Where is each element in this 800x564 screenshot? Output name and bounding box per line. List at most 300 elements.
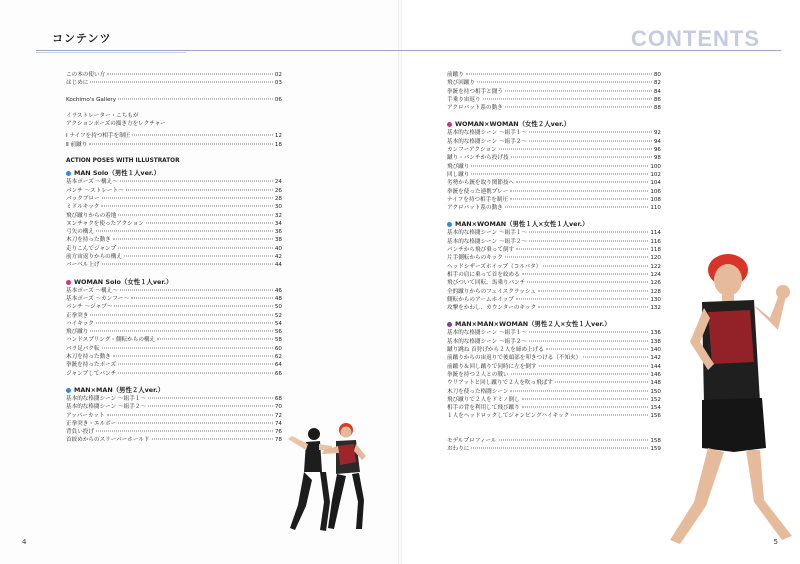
toc-leader-dots xyxy=(118,372,273,373)
toc-leader-dots xyxy=(516,249,648,250)
toc-entry-page: 64 xyxy=(274,362,282,369)
toc-entry xyxy=(447,279,661,287)
toc-entry xyxy=(447,271,661,279)
toc-entry-title: 基本的な格闘シーン ～組手１～ xyxy=(66,395,146,402)
toc-entry-title: 飛び蹴り xyxy=(447,163,470,170)
contents-title-en: CONTENTS xyxy=(631,26,760,51)
toc-leader-dots xyxy=(516,182,648,183)
toc-entry-page: 106 xyxy=(650,188,661,195)
toc-entry xyxy=(447,163,661,171)
toc-entry xyxy=(66,303,282,311)
toc-entry xyxy=(66,395,282,403)
toc-entry-title: 木刀を持った動き xyxy=(66,354,111,361)
toc-entry-page: 06 xyxy=(274,96,282,103)
toc-entry xyxy=(447,263,661,271)
toc-entry xyxy=(66,420,282,428)
toc-entry xyxy=(66,361,282,369)
toc-entry-title: １人をヘッドロックしてジャンピングハイキック xyxy=(447,413,570,420)
toc-entry-page: 158 xyxy=(650,437,661,444)
toc-leader-dots xyxy=(505,90,652,91)
lecture-intro-line-1: イラストレーター・こちもが xyxy=(66,112,139,119)
toc-entry xyxy=(66,412,282,420)
toc-entry-page: 126 xyxy=(650,280,661,287)
toc-entry-title: 蹴り跳ね 首狩げから２人を締め上げる xyxy=(447,347,544,354)
toc-entry-page: 132 xyxy=(650,305,661,312)
toc-entry-title: アクロバット系の動き xyxy=(447,105,503,112)
toc-entry xyxy=(66,345,282,353)
toc-entry-page: 120 xyxy=(650,255,661,262)
toc-entry-page: 18 xyxy=(274,141,282,148)
toc-leader-dots xyxy=(511,157,652,158)
toc-entry-page: 48 xyxy=(274,295,282,302)
toc-entry-page: 82 xyxy=(653,80,661,87)
toc-leader-dots xyxy=(499,149,652,150)
toc-entry-title: 回し蹴り xyxy=(447,171,470,178)
toc-leader-dots xyxy=(118,214,273,215)
toc-leader-dots xyxy=(90,314,272,315)
toc-entry xyxy=(66,253,282,261)
toc-entry xyxy=(447,79,661,87)
toc-entry-title: ヘッドシザーズホイップ（コルバタ） xyxy=(447,263,542,270)
toc-entry-page: 98 xyxy=(653,155,661,162)
toc-entry xyxy=(66,328,282,336)
toc-entry-page: 42 xyxy=(274,254,282,261)
toc-entry-page: 86 xyxy=(653,96,661,103)
toc-leader-dots xyxy=(477,82,652,83)
toc-leader-dots xyxy=(529,232,648,233)
toc-entry xyxy=(447,404,661,412)
toc-entry xyxy=(447,379,661,387)
toc-entry-title: 飛び蹴りで２人をドミノ倒し xyxy=(447,396,520,403)
toc-leader-dots xyxy=(120,181,273,182)
toc-entry-title: ミドルキック xyxy=(66,204,100,211)
toc-leader-dots xyxy=(510,198,648,199)
toc-entry-title: ウリアットと回し蹴りで２人を吹っ飛ばす xyxy=(447,380,553,387)
toc-entry-page: 128 xyxy=(650,288,661,295)
toc-entry-page: 138 xyxy=(650,338,661,345)
toc-entry-title: 基本的な格闘シーン ～組手２～ xyxy=(447,338,527,345)
toc-entry-page: 80 xyxy=(653,72,661,78)
toc-entry xyxy=(447,188,661,196)
toc-leader-dots xyxy=(529,332,648,333)
toc-leader-dots xyxy=(505,107,652,108)
toc-leader-dots xyxy=(543,265,648,266)
toc-entry xyxy=(66,245,282,253)
section-bullet-icon xyxy=(66,280,71,285)
toc-leader-dots xyxy=(466,74,652,75)
toc-intro-list xyxy=(66,71,282,88)
toc-entry-page: 108 xyxy=(650,196,661,203)
toc-entry xyxy=(66,96,282,104)
toc-entry-page: 152 xyxy=(650,396,661,403)
toc-entry-title: カンフーアクション xyxy=(447,147,497,154)
section-bullet-icon xyxy=(66,171,71,176)
toc-entry xyxy=(66,320,282,328)
toc-entry-title: 基本的な格闘シーン ～組手１～ xyxy=(447,330,527,337)
toc-entry-title: ジャンプしてパンチ xyxy=(66,370,117,377)
toc-entry-page: 52 xyxy=(274,312,282,319)
toc-entry-title: ナイフを持つ相手を制圧 xyxy=(447,196,508,203)
toc-leader-dots xyxy=(113,239,273,240)
toc-entry-title: 拳銃を持つ２人との戦い xyxy=(447,371,509,378)
toc-leader-dots xyxy=(483,98,652,99)
toc-leader-dots xyxy=(529,340,648,341)
toc-leader-dots xyxy=(120,289,273,290)
toc-entry-page: 58 xyxy=(274,337,282,344)
section-heading-text: MAN×MAN（男性２人ver.） xyxy=(74,385,165,394)
lecture-intro-line-2: アクションポーズの描き方をレクチャー xyxy=(66,121,166,128)
toc-entry xyxy=(66,203,282,211)
toc-entry-title: 基本ポーズ ～構え～ xyxy=(66,179,118,186)
toc-entry-page: 03 xyxy=(274,80,282,87)
section-heading-text: MAN Solo（男性１人ver.） xyxy=(74,169,160,178)
toc-entry-title: ハイキック xyxy=(66,320,94,327)
toc-leader-dots xyxy=(499,439,649,440)
toc-entry-title: 木刀を持った動き xyxy=(66,237,111,244)
toc-entry-title: Kochimo's Gallery xyxy=(66,96,117,103)
toc-entry xyxy=(66,178,282,186)
toc-gallery-entry xyxy=(66,96,282,104)
toc-leader-dots xyxy=(148,406,273,407)
toc-entry xyxy=(66,370,282,378)
toc-entry xyxy=(66,79,282,87)
toc-leader-dots xyxy=(90,82,272,83)
toc-entry xyxy=(447,138,661,146)
toc-entry-page: 118 xyxy=(650,247,661,254)
toc-leader-dots xyxy=(510,190,648,191)
toc-entry-page: 136 xyxy=(650,330,661,337)
toc-entry-page: 34 xyxy=(274,220,282,227)
section-heading-text: MAN×MAN×WOMAN（男性２人×女性１人ver.） xyxy=(455,320,611,329)
toc-entry-page: 92 xyxy=(653,130,661,137)
toc-leader-dots xyxy=(131,297,273,298)
toc-entry-page: 102 xyxy=(650,171,661,178)
toc-entry-title: 劣勢から銃を取り関節技へ xyxy=(447,180,515,187)
toc-entry-page: 26 xyxy=(274,187,282,194)
toc-entry xyxy=(447,238,661,246)
toc-entry-page: 12 xyxy=(274,133,282,140)
toc-entry xyxy=(447,229,661,237)
toc-entry-page: 28 xyxy=(274,195,282,202)
toc-entry xyxy=(66,220,282,228)
toc-entry-title: 基本ポーズ ～カンフー～ xyxy=(66,295,129,302)
toc-entry-title: 飛びついて回転、馬乗りパンチ xyxy=(447,280,526,287)
toc-leader-dots xyxy=(89,143,273,144)
toc-leader-dots xyxy=(522,273,649,274)
toc-leader-dots xyxy=(96,231,273,232)
toc-entry-page: 154 xyxy=(650,405,661,412)
toc-entry xyxy=(447,96,661,104)
toc-leader-dots xyxy=(571,415,648,416)
toc-entry-title: 攻撃をかわし、カウンターのキック xyxy=(447,305,537,312)
toc-entry-title: 走りこんでジャンプ xyxy=(66,245,117,252)
toc-entry xyxy=(66,195,282,203)
section-bullet-icon xyxy=(447,322,452,327)
toc-section-heading xyxy=(66,169,282,178)
toc-leader-dots xyxy=(146,222,273,223)
toc-leader-dots xyxy=(114,306,272,307)
toc-entry-title: 全的蹴りからのフェイスクラッシュ xyxy=(447,288,536,295)
toc-leader-dots xyxy=(471,447,648,448)
toc-leader-dots xyxy=(529,240,648,241)
section-bullet-icon xyxy=(447,122,452,127)
toc-right-sections xyxy=(447,112,661,420)
toc-entry xyxy=(447,254,661,262)
toc-entry-title: Ⅰ ナイフを持つ相手を制圧 xyxy=(66,133,131,140)
toc-entry xyxy=(447,104,661,112)
toc-leader-dots xyxy=(471,173,648,174)
toc-leader-dots xyxy=(157,339,273,340)
toc-leader-dots xyxy=(516,298,648,299)
toc-entry xyxy=(447,204,661,212)
toc-leader-dots xyxy=(538,290,648,291)
toc-entry xyxy=(66,228,282,236)
toc-entry-title: バックブロー xyxy=(66,195,100,202)
toc-entry-title: 背負い投げ xyxy=(66,429,94,436)
toc-entry-page: 130 xyxy=(650,296,661,303)
toc-entry xyxy=(447,304,661,312)
toc-entry-page: 02 xyxy=(274,72,282,78)
toc-entry-title: 基本的な格闘シーン ～組手１～ xyxy=(447,130,527,137)
toc-entry xyxy=(66,287,282,295)
toc-entry-page: 36 xyxy=(274,229,282,236)
contents-title-jp: コンテンツ xyxy=(52,32,112,45)
toc-entry xyxy=(66,187,282,195)
toc-entry-title: 飛び蹴りからの着地 xyxy=(66,212,117,219)
toc-entry-title: アッパーカット xyxy=(66,412,105,419)
toc-entry-title: はじめに xyxy=(66,80,89,87)
toc-entry-title: 拳銃を使った連携プレー xyxy=(447,188,509,195)
toc-entry-title: 前蹴り xyxy=(447,72,464,78)
toc-entry-title: おわりに xyxy=(447,445,470,452)
toc-entry-title: パンチ ～ストレート～ xyxy=(66,187,124,194)
toc-entry-page: 156 xyxy=(650,413,661,420)
toc-entry-title: 飛び回蹴り xyxy=(447,80,475,87)
toc-entry-title: 相手の肩に乗って首を絞める xyxy=(447,271,520,278)
toc-leader-dots xyxy=(101,206,272,207)
toc-entry xyxy=(447,329,661,337)
toc-entry-page: 24 xyxy=(274,179,282,186)
page-number-left: 4 xyxy=(22,538,27,546)
toc-entry-page: 144 xyxy=(650,363,661,370)
toc-entry xyxy=(66,141,282,149)
toc-entry-title: 正拳突き・エルボー xyxy=(66,420,117,427)
toc-leader-dots xyxy=(90,331,272,332)
toc-leader-dots xyxy=(118,364,273,365)
toc-entry-page: 116 xyxy=(650,238,661,245)
toc-entry-title: ヌンチャクを使ったアクション xyxy=(66,220,144,227)
toc-entry-page: 62 xyxy=(274,354,282,361)
toc-leader-dots xyxy=(102,197,273,198)
toc-entry xyxy=(447,354,661,362)
toc-leader-dots xyxy=(102,347,273,348)
toc-entry-title: パンチから飛び乗って倒す xyxy=(447,247,515,254)
page-number-right: 5 xyxy=(773,538,778,546)
toc-leader-dots xyxy=(124,256,273,257)
toc-entry-title: アクロバット系の動き xyxy=(447,205,503,212)
toc-entry-page: 56 xyxy=(274,329,282,336)
toc-entry xyxy=(447,246,661,254)
toc-entry-title: Ⅱ 前蹴り xyxy=(66,141,88,148)
toc-section-heading xyxy=(447,320,661,329)
toc-entry-page: 50 xyxy=(274,304,282,311)
toc-entry-page: 66 xyxy=(274,370,282,377)
toc-entry xyxy=(66,236,282,244)
toc-left-column xyxy=(66,71,282,445)
toc-leader-dots xyxy=(118,422,273,423)
toc-entry-page: 70 xyxy=(274,404,282,411)
toc-entry xyxy=(447,437,661,445)
page-gutter xyxy=(398,0,402,564)
toc-entry xyxy=(447,346,661,354)
toc-leader-dots xyxy=(118,98,273,99)
toc-entry xyxy=(66,436,282,444)
toc-entry xyxy=(447,71,661,79)
toc-left-sections xyxy=(66,169,282,444)
toc-entry-page: 124 xyxy=(650,271,661,278)
toc-entry-page: 148 xyxy=(650,380,661,387)
toc-entry xyxy=(447,296,661,304)
toc-entry-page: 159 xyxy=(650,445,661,452)
header-rule-accent xyxy=(36,52,186,53)
toc-leader-dots xyxy=(471,165,648,166)
toc-entry-title: モデルプロフィール xyxy=(447,437,497,444)
toc-entry-title: 蹴り・パンチから投げ技 xyxy=(447,155,509,162)
toc-leader-dots xyxy=(505,257,648,258)
toc-entry xyxy=(447,363,661,371)
toc-entry-title: 拳銃を持ったポーズ xyxy=(66,362,117,369)
toc-leader-dots xyxy=(538,307,648,308)
toc-entry-page: 76 xyxy=(274,429,282,436)
toc-entry-title: 首絞めからのスリーパーホールド xyxy=(66,437,150,444)
toc-entry-page: 88 xyxy=(653,105,661,112)
fighters-photo xyxy=(262,410,382,545)
toc-leader-dots xyxy=(539,365,649,366)
toc-entry-page: 44 xyxy=(274,262,282,269)
toc-entry-title: 基本的な格闘シーン ～組手２～ xyxy=(66,404,146,411)
toc-leader-dots xyxy=(113,356,273,357)
toc-entry-page: 150 xyxy=(650,388,661,395)
toc-leader-dots xyxy=(529,140,652,141)
toc-entry xyxy=(66,71,282,79)
toc-entry-title: 手乗り宙返り xyxy=(447,96,481,103)
toc-section-heading xyxy=(66,278,282,287)
toc-entry-title: バラ足バク転 xyxy=(66,345,100,352)
toc-entry xyxy=(447,146,661,154)
toc-leader-dots xyxy=(522,398,649,399)
toc-entry xyxy=(447,196,661,204)
toc-entry-page: 110 xyxy=(650,205,661,212)
toc-entry xyxy=(447,179,661,187)
toc-entry xyxy=(447,288,661,296)
toc-entry-title: 片手側転からのキック xyxy=(447,255,503,262)
toc-entry xyxy=(447,412,661,420)
toc-section-heading xyxy=(66,386,282,395)
toc-entry-title: 木刀を使った格闘シーン xyxy=(447,388,509,395)
toc-entry-page: 104 xyxy=(650,180,661,187)
toc-entry-title: 基本的な格闘シーン ～組手１～ xyxy=(447,230,527,237)
toc-leader-dots xyxy=(522,407,649,408)
toc-section-heading xyxy=(447,220,661,229)
section-heading-text: MAN×WOMAN（男性１人×女性１人ver.） xyxy=(455,220,589,229)
toc-leader-dots xyxy=(118,247,273,248)
toc-entry xyxy=(447,129,661,137)
toc-entry-title: バーベル上げ xyxy=(66,262,100,269)
toc-entry xyxy=(447,338,661,346)
toc-entry xyxy=(66,403,282,411)
toc-entry xyxy=(447,154,661,162)
toc-entry xyxy=(66,132,282,140)
toc-leader-dots xyxy=(132,135,272,136)
toc-entry xyxy=(447,388,661,396)
toc-entry-page: 72 xyxy=(274,412,282,419)
toc-entry-page: 40 xyxy=(274,245,282,252)
toc-right-column xyxy=(447,71,661,453)
toc-entry-page: 38 xyxy=(274,237,282,244)
toc-entry-page: 46 xyxy=(274,287,282,294)
toc-entry xyxy=(447,445,661,453)
toc-entry-title: ハンドスプリング・側転からの構え xyxy=(66,337,156,344)
toc-entry-title: 前蹴り＆回し蹴りで同時に左を倒す xyxy=(447,363,537,370)
toc-entry-page: 100 xyxy=(650,163,661,170)
toc-leader-dots xyxy=(96,322,273,323)
toc-entry-page: 30 xyxy=(274,204,282,211)
section-bullet-icon xyxy=(447,222,452,227)
toc-entry-title: 飛び蹴り xyxy=(66,329,89,336)
toc-entry-page: 114 xyxy=(650,230,661,237)
toc-leader-dots xyxy=(583,357,648,358)
toc-entry-page: 122 xyxy=(650,263,661,270)
toc-section-heading xyxy=(447,120,661,129)
toc-entry-page: 142 xyxy=(650,355,661,362)
toc-entry-title: 弓矢の構え xyxy=(66,229,94,236)
toc-entry-title: 基本ポーズ ～構え～ xyxy=(66,287,118,294)
toc-leader-dots xyxy=(555,382,648,383)
toc-entry xyxy=(447,396,661,404)
toc-entry xyxy=(447,371,661,379)
toc-leader-dots xyxy=(126,189,273,190)
toc-entry xyxy=(66,295,282,303)
toc-entry-page: 96 xyxy=(653,147,661,154)
toc-entry-page: 60 xyxy=(274,345,282,352)
toc-entry xyxy=(66,428,282,436)
toc-entry-title: 前蹴りからの宙返りで後頭部を叩きつける（不知火） xyxy=(447,355,582,362)
toc-entry xyxy=(447,171,661,179)
toc-entry xyxy=(66,261,282,269)
toc-entry-title: 基本的な格闘シーン ～組手２～ xyxy=(447,138,527,145)
toc-leader-dots xyxy=(96,431,273,432)
toc-leader-dots xyxy=(527,282,648,283)
toc-entry xyxy=(66,212,282,220)
toc-entry-page: 32 xyxy=(274,212,282,219)
fighter-stance-photo xyxy=(650,252,800,552)
toc-entry-title: 拳銃を持つ相手と闘う xyxy=(447,88,503,95)
toc-leader-dots xyxy=(546,349,648,350)
toc-leader-dots xyxy=(102,264,273,265)
section-bullet-icon xyxy=(66,388,71,393)
section-heading-text: WOMAN Solo（女性１人ver.） xyxy=(74,277,173,286)
toc-leader-dots xyxy=(510,390,648,391)
toc-entry-page: 94 xyxy=(653,138,661,145)
toc-entry-title: 相手の背を利用して飛び蹴り xyxy=(447,405,520,412)
toc-entry-title: 基本的な格闘シーン ～組手２～ xyxy=(447,238,527,245)
toc-right-top-list xyxy=(447,71,661,112)
toc-entry-page: 84 xyxy=(653,88,661,95)
toc-leader-dots xyxy=(152,439,273,440)
toc-entry-page: 146 xyxy=(650,371,661,378)
toc-end-list xyxy=(447,437,661,454)
toc-leader-dots xyxy=(107,74,273,75)
